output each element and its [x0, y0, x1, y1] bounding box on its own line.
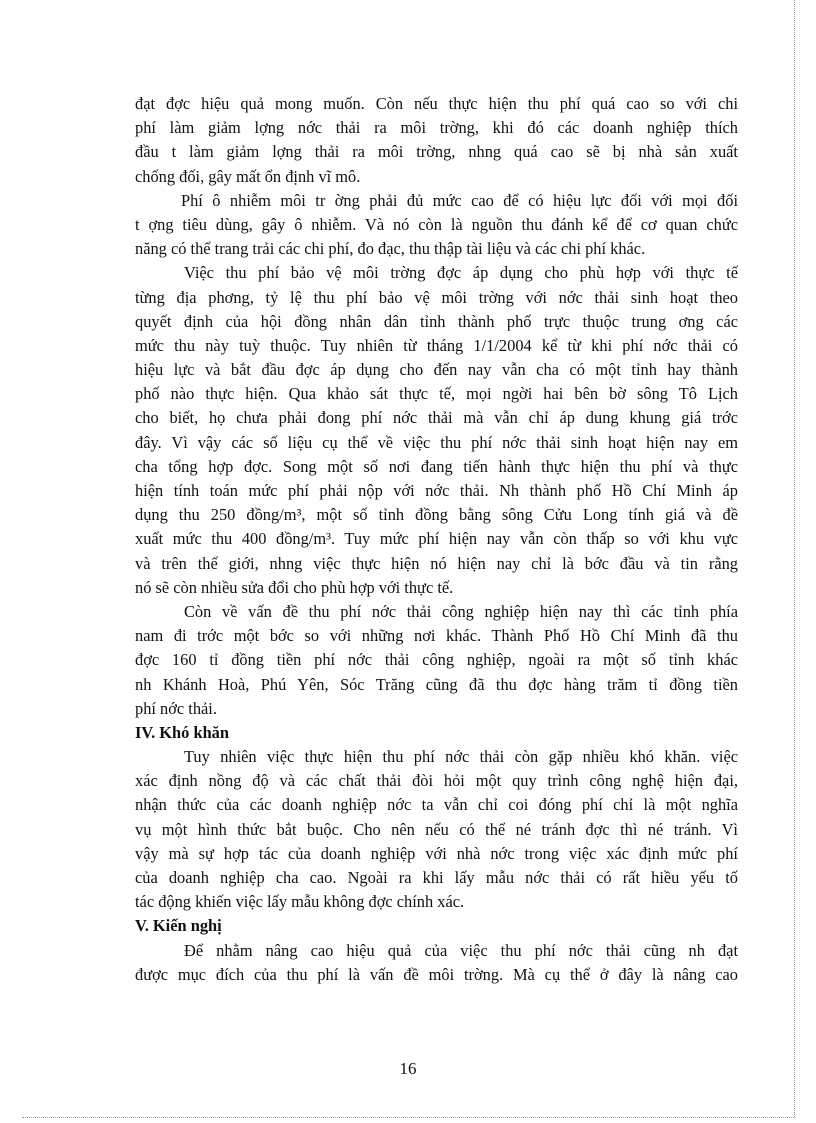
paragraph-line: xác định nồng độ và các chất thải đòi hỏi một quy trình công nghệ hiện đại, — [135, 771, 738, 791]
paragraph-line: phí làm giảm lợng nớc thải ra môi trờng, khi đó các doanh nghiệp thích — [135, 118, 738, 138]
paragraph-line: đây. Vì vậy các số liệu cụ thể về việc thu phí nớc thải sinh hoạt hiện nay em — [135, 432, 738, 452]
paragraph-line: Phí ô nhiễm môi tr ờng phải đủ mức cao để có hiệu lực đối với mọi đối — [181, 190, 738, 210]
paragraph-line: Tuy nhiên việc thực hiện thu phí nớc thải còn gặp nhiều khó khăn. việc — [184, 747, 738, 767]
paragraph-line: Việc thu phí bảo vệ môi trờng đợc áp dụng cho phù hợp với thực tế — [184, 263, 738, 283]
paragraph-line: Để nhằm nâng cao hiệu quả của việc thu phí nớc thải cũng nh đạt — [184, 940, 738, 960]
paragraph-line: cha tổng hợp đợc. Song một số nơi đang tiến hành thực hiện thu phí và thực — [135, 456, 738, 476]
paragraph-line: cho biết, họ chưa phải đong phí nớc thải mà vẫn chỉ áp dung khung giá trớc — [135, 408, 738, 428]
paragraph-line: vậy mà sự hợp tác của doanh nghiệp với nhà nớc trong việc xác định mức phí — [135, 843, 738, 863]
paragraph-line: quyết định của hội đồng nhân dân tỉnh thành phố trực thuộc trung ơng các — [135, 311, 738, 331]
paragraph-line: nó sẽ còn nhiều sửa đổi cho phù hợp với thực tế. — [135, 577, 454, 597]
paragraph-line: dụng thu 250 đồng/m³, một số tỉnh đồng bằng sông Cửu Long tính giá và đề — [135, 505, 738, 525]
paragraph-line: chống đối, gây mất ổn định vĩ mô. — [135, 166, 361, 186]
page-border-bottom — [22, 1117, 794, 1118]
paragraph-line: tác động khiến việc lấy mẫu không đợc chính xác. — [135, 892, 465, 912]
paragraph-line: năng có thể trang trải các chi phí, đo đạc, thu thập tài liệu và các chi phí khác. — [135, 239, 646, 259]
paragraph-line: nh Khánh Hoà, Phú Yên, Sóc Trăng cũng đã thu đợc hàng trăm tỉ đồng tiền — [135, 674, 738, 694]
paragraph-line: t ợng tiêu dùng, gây ô nhiễm. Và nó còn là nguồn thu đánh kể để cơ quan chức — [135, 214, 738, 234]
paragraph-line: đợc 160 tỉ đồng tiền phí nớc thải công nghiệp, ngoài ra một số tỉnh khác — [135, 650, 738, 670]
paragraph-line: vụ một hình thức bắt buộc. Cho nên nếu có thể né tránh đợc thì né tránh. Vì — [135, 819, 738, 839]
paragraph-line: hiệu lực và bắt đầu đợc áp dụng cho đến nay vẫn cha có một tỉnh hay thành — [135, 360, 738, 380]
paragraph-line: phố nào thực hiện. Qua khảo sát thực tế, mọi ngời hai bên bờ sông Tô Lịch — [135, 384, 738, 404]
page-number: 16 — [399, 1059, 417, 1074]
paragraph-line: nam đi trớc một bớc so với những nơi khác. Thành Phố Hồ Chí Minh đã thu — [135, 626, 738, 646]
paragraph-line: xuất mức thu 400 đồng/m³. Tuy mức phí hiện nay vẫn còn thấp so với khu vực — [135, 529, 738, 549]
paragraph-line: hiện tính toán mức phí phải nộp với nớc thải. Nh thành phố Hồ Chí Minh áp — [135, 481, 738, 500]
page-border-right — [794, 0, 795, 1117]
paragraph-line: Còn về vấn đề thu phí nớc thải công nghiệp hiện nay thì các tỉnh phía — [184, 601, 738, 621]
paragraph-line: phí nớc thải. — [135, 698, 217, 718]
section-heading: IV. Khó khăn — [135, 722, 229, 742]
paragraph-line: được mục đích của thu phí là vấn đề môi trờng. Mà cụ thể ở đây là nâng cao — [135, 964, 738, 984]
paragraph-line: từng địa phơng, tỷ lệ thu phí bảo vệ môi trờng với nớc thải sinh hoạt theo — [135, 287, 738, 307]
paragraph-line: mức thu này tuỳ thuộc. Tuy nhiên từ tháng 1/1/2004 kể từ khi phí nớc thải có — [135, 335, 738, 355]
body-text — [135, 92, 738, 987]
paragraph-line: đầu t làm giảm lợng thải ra môi trờng, nhng quá cao sẽ bị nhà sản xuất — [135, 142, 738, 162]
section-heading: V. Kiến nghị — [135, 916, 222, 936]
paragraph-line: đạt đợc hiệu quả mong muốn. Còn nếu thực hiện thu phí quá cao so với chi — [135, 94, 738, 113]
paragraph-line: và trên thế giới, nhng việc thực hiện nó hiện nay chỉ là bớc đầu và tin rằng — [135, 553, 738, 573]
paragraph-line: của doanh nghiệp cha cao. Ngoài ra khi lấy mẫu nớc thải có rất hiều yếu tố — [135, 868, 738, 887]
paragraph-line: nhận thức của các doanh nghiệp nớc ta vẫn chỉ coi đóng phí chỉ là một nghĩa — [135, 795, 738, 815]
